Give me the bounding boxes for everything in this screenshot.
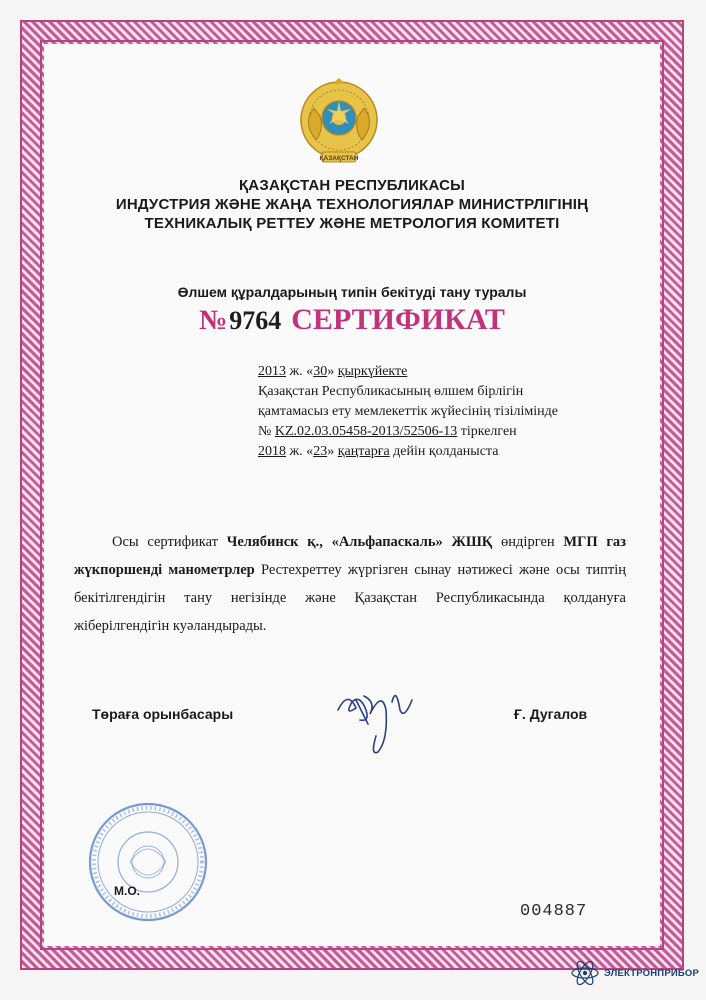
body-text-1: Осы сертификат: [112, 534, 227, 550]
stamp-place-label: М.О.: [114, 884, 140, 898]
atom-logo-icon: [570, 961, 600, 985]
reg-day: 30: [313, 364, 328, 379]
header-line-1: ҚАЗАҚСТАН РЕСПУБЛИКАСЫ: [238, 177, 466, 194]
watermark-text: ЭЛЕКТРОНПРИБОР: [604, 967, 700, 979]
valid-until-day: 23: [313, 444, 328, 459]
header-line-3: ТЕХНИКАЛЫҚ РЕТТЕУ ЖӘНЕ МЕТРОЛОГИЯ КОМИТЕТІ: [144, 215, 560, 232]
registration-line-3: қамтамасыз ету мемлекеттік жүйесінің тізілімінде: [258, 404, 558, 419]
valid-until-day-close: »: [327, 444, 338, 459]
reg-year: 2013: [258, 364, 286, 379]
body-text-3: Рестехреттеу жүргізген сынау нәтижесі және осы типтің бекітілгендігін тану негізінде және Қазақстан Республикасында қолдануға жіберілгендігін куәландырады.: [74, 562, 626, 634]
body-text-2: өндірген: [492, 534, 564, 550]
handwritten-signature: [330, 680, 430, 760]
registration-line-2: Қазақстан Республикасының өлшем бірлігін: [258, 384, 524, 399]
valid-until-year: 2018: [258, 444, 286, 459]
valid-until-suffix: дейін қолданыста: [389, 444, 499, 459]
registration-date-line: [258, 362, 638, 382]
certificate-body: [74, 528, 626, 640]
certificate-subtitle: Өлшем құралдарының типін бекітуді тану туралы: [177, 284, 527, 300]
manufacturer: Челябинск қ., «Альфапаскаль» ЖШҚ: [226, 534, 493, 550]
kazakhstan-emblem-icon: [294, 78, 384, 168]
serial-number: 004887: [520, 902, 588, 921]
official-seal-icon: [78, 800, 218, 925]
electronpribor-watermark: [570, 960, 706, 986]
reg-day-close: »: [327, 364, 338, 379]
instrument-type: МГП газ жүкпоршенді манометрлер: [74, 534, 626, 578]
reg-number: KZ.02.03.05458-2013/52506-13: [274, 424, 458, 439]
valid-until-year-suffix: ж. «: [286, 444, 314, 459]
valid-until-month: қаңтарға: [337, 444, 390, 459]
issuing-authority: [44, 176, 660, 233]
registration-number-line: [258, 422, 638, 442]
signatory-name: Ғ. Дугалов: [514, 706, 588, 722]
reg-number-suffix: тіркелген: [457, 424, 517, 439]
validity-line: [258, 442, 638, 462]
certificate-number: 9764: [229, 306, 282, 335]
header-line-2: ИНДУСТРИЯ ЖӘНЕ ЖАҢА ТЕХНОЛОГИЯЛАР МИНИСТРЛІГІНІҢ: [115, 196, 589, 213]
signatory-position: Төраға орынбасары: [92, 706, 234, 722]
reg-year-suffix: ж. «: [286, 364, 314, 379]
reg-month: қыркүйекте: [337, 364, 408, 379]
registration-details: [258, 362, 638, 462]
certificate-word: СЕРТИФИКАТ: [291, 303, 505, 336]
number-sign: №: [199, 305, 228, 336]
emblem-caption: ҚАЗАҚСТАН: [319, 154, 359, 162]
reg-number-prefix: №: [258, 424, 275, 439]
certificate-title: [44, 303, 660, 337]
